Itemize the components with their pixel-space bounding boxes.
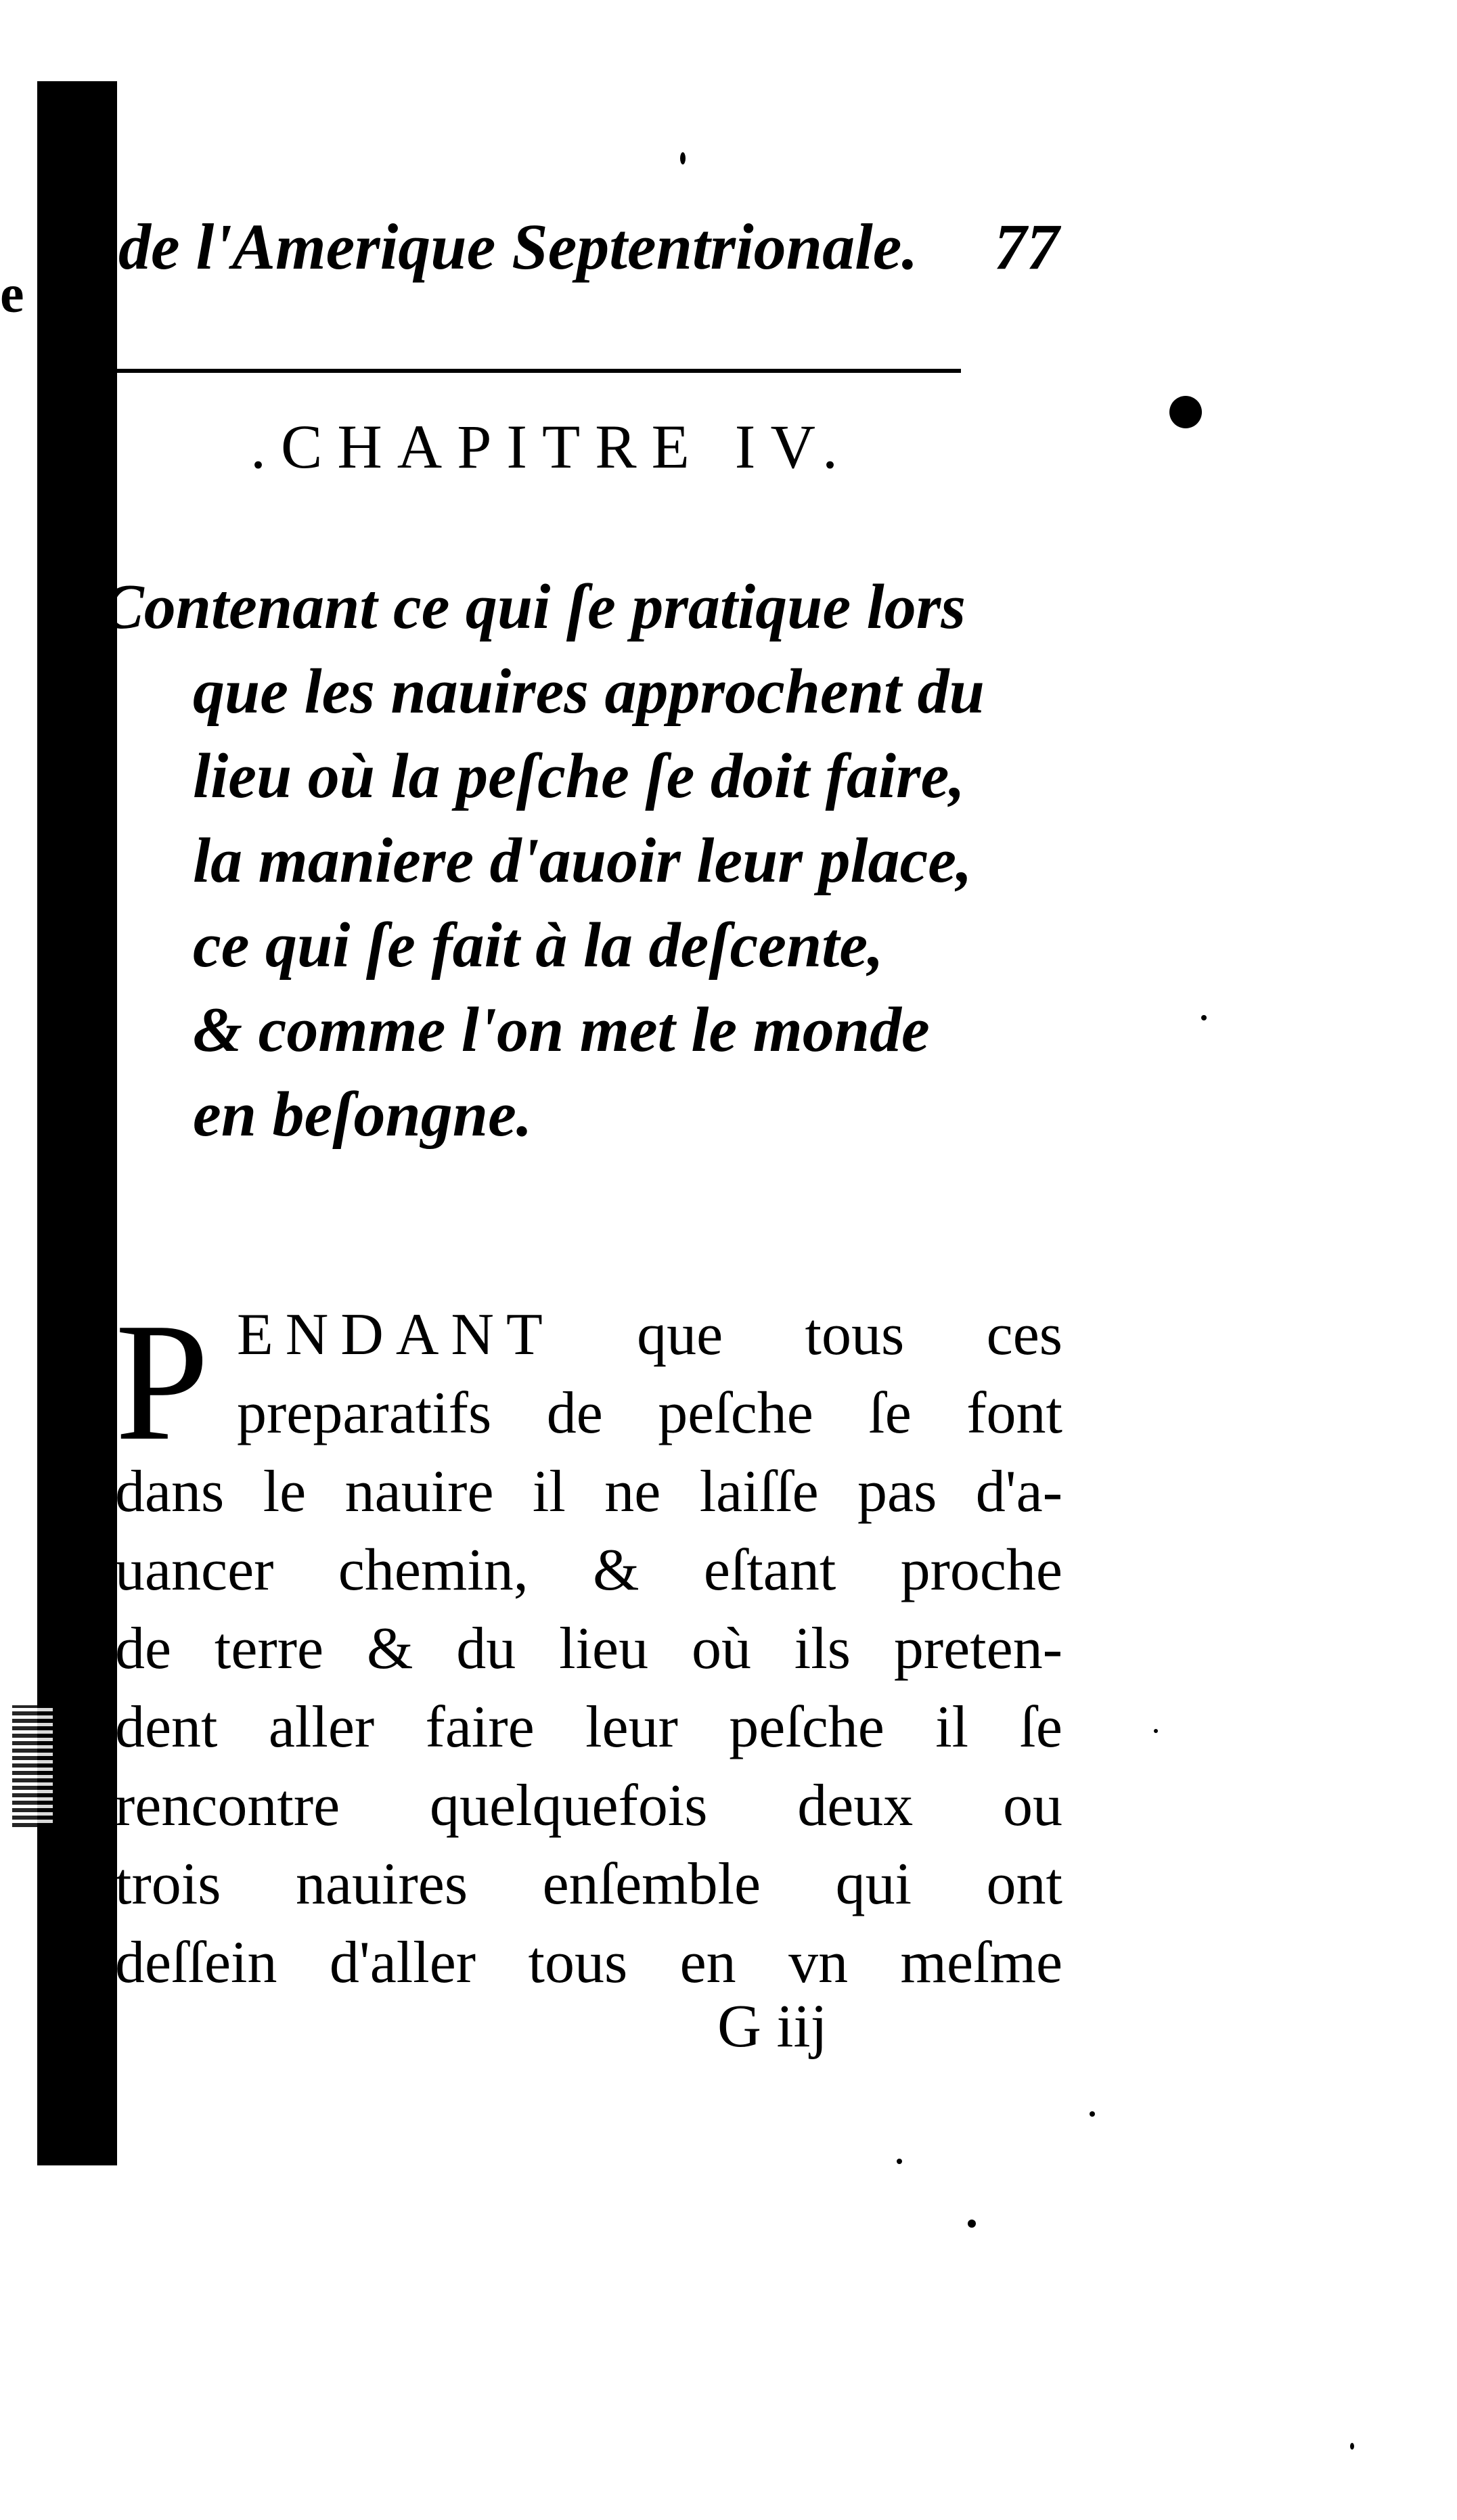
page-header [118, 206, 1059, 288]
chapter-summary [102, 565, 1062, 1157]
running-head: de l'Amerique Septentrionale. [118, 210, 918, 283]
ink-speck [968, 2220, 976, 2228]
body-line: deſſein d'aller tous en vn meſme [115, 1930, 1062, 1996]
ink-speck [1350, 2443, 1354, 2450]
ink-speck [1154, 1729, 1158, 1733]
body-line: ENDANT que tous ces [237, 1302, 1062, 1368]
body-line: dans le nauire il ne laiſſe pas d'a- [115, 1459, 1062, 1525]
body-line: dent aller faire leur peſche il ſe [115, 1694, 1062, 1760]
page-number: 77 [994, 210, 1059, 283]
summary-line: Contenant ce qui ſe pratique lors [102, 572, 966, 642]
ink-speck [897, 2159, 902, 2164]
summary-line: ce qui ſe fait à la deſcente, [193, 910, 884, 981]
margin-fragment: e [0, 265, 24, 324]
chapter-title: .CHAPITRE IV. [250, 412, 853, 481]
drop-cap: P [115, 1288, 210, 1476]
gutter-speckle [12, 1705, 53, 1827]
summary-line: la maniere d'auoir leur place, [193, 826, 972, 896]
summary-line: lieu où la peſche ſe doit faire, [193, 741, 965, 811]
ink-speck [680, 152, 686, 164]
body-paragraph [115, 1288, 1062, 2002]
body-line: preparatifs de peſche ſe font [237, 1380, 1062, 1446]
summary-line: en beſongne. [193, 1079, 533, 1150]
ink-blot [1169, 396, 1202, 428]
body-line: rencontre quelquefois deux ou [115, 1773, 1062, 1839]
signature-mark: G iij [717, 1993, 828, 2060]
body-line: de terre & du lieu où ils preten- [115, 1616, 1062, 1682]
ink-speck [1090, 2111, 1095, 2117]
body-line: uancer chemin, & eſtant proche [115, 1537, 1062, 1603]
header-rule [112, 369, 961, 373]
body-line: trois nauires enſemble qui ont [115, 1851, 1062, 1917]
ink-speck [1201, 1015, 1207, 1020]
summary-line: & comme l'on met le monde [193, 995, 930, 1065]
summary-line: que les nauires approchent du [193, 656, 985, 727]
